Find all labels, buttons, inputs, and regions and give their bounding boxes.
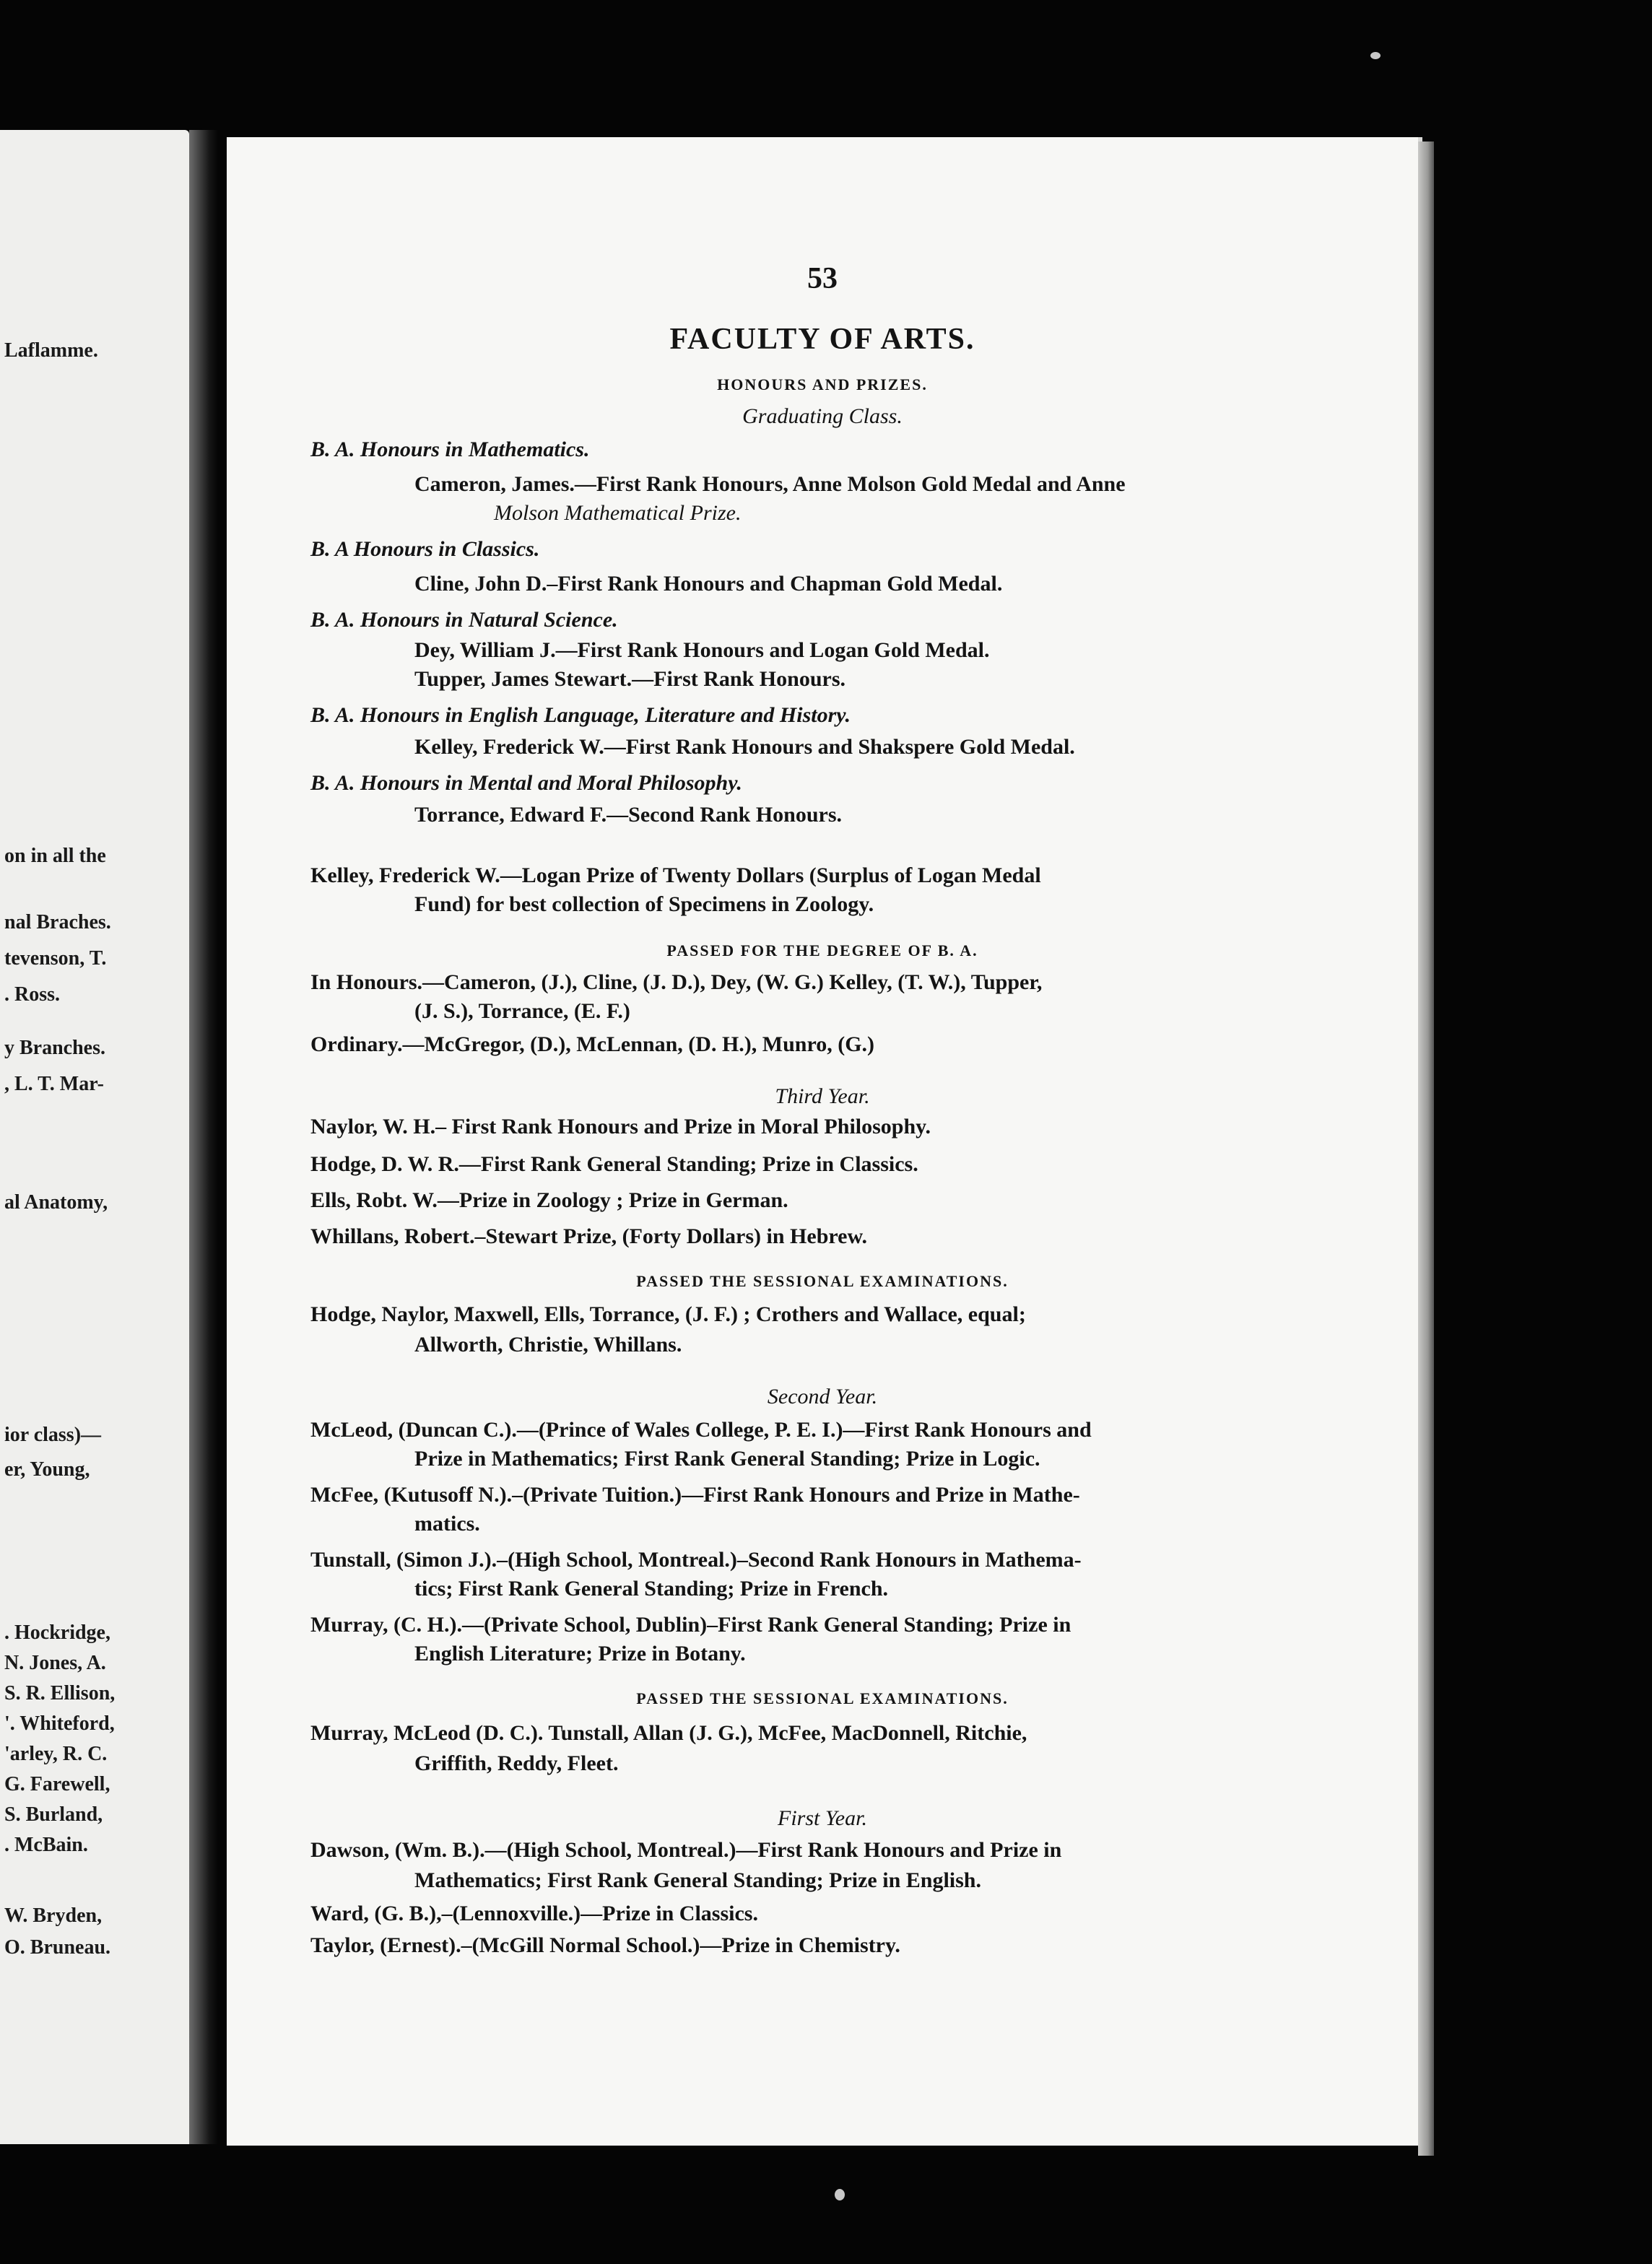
- entry-line: Tupper, James Stewart.—First Rank Honours.: [414, 667, 845, 691]
- left-page-line: er, Young,: [4, 1458, 90, 1481]
- left-page-line: nal Braches.: [4, 911, 111, 933]
- entry-line: Whillans, Robert.–Stewart Prize, (Forty Dollars) in Hebrew.: [310, 1224, 867, 1248]
- entry-line: (J. S.), Torrance, (E. F.): [414, 999, 630, 1023]
- honours-heading-classics: B. A Honours in Classics.: [310, 537, 540, 561]
- honours-heading-philosophy: B. A. Honours in Mental and Moral Philosophy.: [310, 771, 742, 795]
- left-page-line: 'arley, R. C.: [4, 1743, 108, 1765]
- left-facing-page: [0, 130, 189, 2144]
- entry-line: McFee, (Kutusoff N.).–(Private Tuition.)—First Rank Honours and Prize in Mathe-: [310, 1483, 1080, 1507]
- entry-line: Kelley, Frederick W.—Logan Prize of Twenty Dollars (Surplus of Logan Medal: [310, 863, 1041, 887]
- entry-line: Griffith, Reddy, Fleet.: [414, 1751, 619, 1775]
- entry-line: Dawson, (Wm. B.).—(High School, Montreal.)—First Rank Honours and Prize in: [310, 1838, 1062, 1862]
- entry-line: English Literature; Prize in Botany.: [414, 1642, 746, 1666]
- third-year-heading: Third Year.: [775, 1084, 870, 1108]
- left-page-line: al Anatomy,: [4, 1191, 108, 1214]
- entry-line: In Honours.—Cameron, (J.), Cline, (J. D.), Dey, (W. G.) Kelley, (T. W.), Tupper,: [310, 970, 1043, 994]
- page-53: [227, 137, 1422, 2146]
- entry-line: Allworth, Christie, Whillans.: [414, 1333, 682, 1357]
- section-heading-sessional: PASSED THE SESSIONAL EXAMINATIONS.: [636, 1689, 1009, 1707]
- first-year-heading: First Year.: [778, 1806, 867, 1830]
- entry-line: Taylor, (Ernest).–(McGill Normal School.)—Prize in Chemistry.: [310, 1933, 900, 1957]
- left-page-line: . Hockridge,: [4, 1621, 110, 1644]
- second-year-heading: Second Year.: [767, 1385, 878, 1409]
- graduating-class-heading: Graduating Class.: [742, 404, 903, 428]
- left-page-line: '. Whiteford,: [4, 1712, 115, 1735]
- entry-line: Mathematics; First Rank General Standing; Prize in English.: [414, 1868, 981, 1892]
- entry-line: matics.: [414, 1512, 480, 1536]
- entry-line: Hodge, Naylor, Maxwell, Ells, Torrance, (J. F.) ; Crothers and Wallace, equal;: [310, 1302, 1026, 1326]
- page-number: 53: [807, 262, 838, 295]
- entry-line: McLeod, (Duncan C.).—(Prince of Wales College, P. E. I.)—First Rank Honours and: [310, 1418, 1092, 1442]
- book-gutter-shadow: [189, 130, 218, 2144]
- left-page-line: . McBain.: [4, 1834, 88, 1856]
- left-page-line: tevenson, T.: [4, 947, 107, 970]
- left-page-line: Laflamme.: [4, 339, 98, 362]
- entry-line: Kelley, Frederick W.—First Rank Honours and Shakspere Gold Medal.: [414, 735, 1075, 759]
- page-title: FACULTY OF ARTS.: [669, 323, 975, 356]
- entry-line: Murray, McLeod (D. C.). Tunstall, Allan (J. G.), McFee, MacDonnell, Ritchie,: [310, 1721, 1027, 1745]
- entry-line: Naylor, W. H.– First Rank Honours and Prize in Moral Philosophy.: [310, 1115, 931, 1138]
- section-heading-degree: PASSED FOR THE DEGREE OF B. A.: [666, 941, 978, 959]
- left-page-line: S. Burland,: [4, 1803, 103, 1826]
- page-edge: [1418, 142, 1434, 2156]
- entry-line: Cline, John D.–First Rank Honours and Chapman Gold Medal.: [414, 572, 1003, 596]
- honours-heading-english: B. A. Honours in English Language, Literature and History.: [310, 703, 851, 727]
- entry-line: Ordinary.—McGregor, (D.), McLennan, (D. H.), Munro, (G.): [310, 1032, 875, 1056]
- left-page-line: on in all the: [4, 845, 106, 867]
- page-subtitle: HONOURS AND PRIZES.: [717, 375, 928, 393]
- entry-line: tics; First Rank General Standing; Prize in French.: [414, 1577, 889, 1601]
- dust-speck: [1370, 52, 1381, 59]
- left-page-line: y Branches.: [4, 1037, 105, 1059]
- section-heading-sessional: PASSED THE SESSIONAL EXAMINATIONS.: [636, 1272, 1009, 1290]
- left-page-line: N. Jones, A.: [4, 1652, 106, 1674]
- entry-line: Fund) for best collection of Specimens in Zoology.: [414, 892, 874, 916]
- left-page-line: O. Bruneau.: [4, 1936, 111, 1959]
- entry-line: Torrance, Edward F.—Second Rank Honours.: [414, 803, 843, 827]
- left-page-line: G. Farewell,: [4, 1773, 110, 1795]
- honours-heading-mathematics: B. A. Honours in Mathematics.: [310, 437, 590, 461]
- entry-line: Murray, (C. H.).—(Private School, Dublin)–First Rank General Standing; Prize in: [310, 1613, 1071, 1637]
- entry-line: Molson Mathematical Prize.: [494, 501, 742, 525]
- entry-line: Ells, Robt. W.—Prize in Zoology ; Prize in German.: [310, 1188, 788, 1212]
- entry-line: Dey, William J.—First Rank Honours and Logan Gold Medal.: [414, 638, 990, 662]
- honours-heading-natural-science: B. A. Honours in Natural Science.: [310, 608, 618, 632]
- left-page-line: , L. T. Mar-: [4, 1073, 104, 1095]
- left-page-line: S. R. Ellison,: [4, 1682, 116, 1704]
- entry-line: Prize in Mathematics; First Rank General Standing; Prize in Logic.: [414, 1447, 1040, 1471]
- left-page-line: W. Bryden,: [4, 1904, 103, 1927]
- entry-line: Cameron, James.—First Rank Honours, Anne Molson Gold Medal and Anne: [414, 472, 1126, 496]
- left-page-line: ior class)—: [4, 1424, 102, 1446]
- entry-line: Ward, (G. B.),–(Lennoxville.)—Prize in Classics.: [310, 1902, 758, 1925]
- entry-line: Tunstall, (Simon J.).–(High School, Montreal.)–Second Rank Honours in Mathema-: [310, 1548, 1082, 1572]
- entry-line: Hodge, D. W. R.—First Rank General Standing; Prize in Classics.: [310, 1152, 918, 1176]
- left-page-line: . Ross.: [4, 983, 61, 1006]
- dust-speck: [835, 2189, 845, 2200]
